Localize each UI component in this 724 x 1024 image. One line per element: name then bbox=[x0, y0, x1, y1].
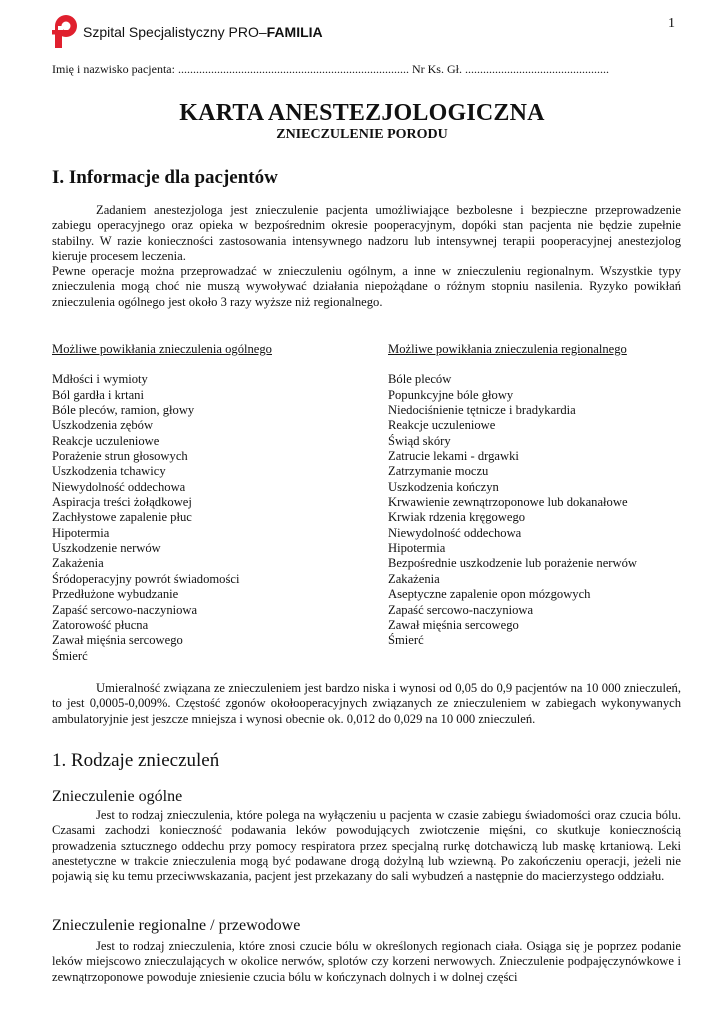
section-heading-patient-info: I. Informacje dla pacjentów bbox=[52, 167, 278, 188]
list-item: Mdłości i wymioty bbox=[52, 372, 148, 387]
list-item: Zapaść sercowo-naczyniowa bbox=[52, 602, 198, 617]
list-item: Zachłystowe zapalenie płuc bbox=[52, 510, 192, 525]
document-subtitle: ZNIECZULENIE PORODU bbox=[276, 127, 448, 142]
section-heading-anesthesia-types: 1. Rodzaje znieczuleń bbox=[52, 750, 220, 771]
page-number: 1 bbox=[668, 16, 675, 31]
regional-complications-list bbox=[388, 342, 688, 649]
list-item: Reakcje uczuleniowe bbox=[52, 433, 160, 448]
list-item: Świąd skóry bbox=[388, 433, 451, 448]
patient-name-line: Imię i nazwisko pacjenta: ............................................................................. Nr Ks. Gł. ................................................ bbox=[52, 62, 609, 76]
intro-paragraph: Zadaniem anestezjologa jest znieczulenie pacjenta umożliwiające bezbolesne i bezpieczne przeprowadzenie zabiegu operacyjnego oraz opieka w bezpośrednim okresie pooperacyjnym, dopóki stan pacjenta nie będzie zupełnie stabilny. W razie konieczności zastosowania intensywnego nadzoru lub intensywnej terapii pooperacyjnej anestezjolog kieruje procesem leczenia. bbox=[52, 203, 681, 263]
general-anesthesia-heading: Znieczulenie ogólne bbox=[52, 788, 183, 805]
list-item: Bóle pleców, ramion, głowy bbox=[52, 403, 195, 418]
list-item: Hipotermia bbox=[388, 541, 446, 556]
list-item: Niedociśnienie tętnicze i bradykardia bbox=[388, 403, 576, 418]
list-item: Bezpośrednie uszkodzenie lub porażenie nerwów bbox=[388, 556, 637, 571]
list-item: Uszkodzenia kończyn bbox=[388, 479, 499, 494]
list-item: Zatorowość płucna bbox=[52, 617, 149, 632]
list-item: Zatrzymanie moczu bbox=[388, 464, 489, 479]
document-title: KARTA ANESTEZJOLOGICZNA bbox=[179, 100, 545, 126]
list-item: Uszkodzenie nerwów bbox=[52, 541, 161, 556]
list-item: Uszkodzenia zębów bbox=[52, 418, 154, 433]
list-item: Popunkcyjne bóle głowy bbox=[388, 387, 514, 402]
general-complications-heading: Możliwe powikłania znieczulenia ogólnego bbox=[52, 342, 272, 356]
list-item: Ból gardła i krtani bbox=[52, 387, 144, 402]
list-item: Bóle pleców bbox=[388, 372, 452, 387]
list-item: Reakcje uczuleniowe bbox=[388, 418, 496, 433]
list-item: Niewydolność oddechowa bbox=[52, 479, 186, 494]
list-item: Śmierć bbox=[52, 648, 88, 663]
list-item: Aspiracja treści żołądkowej bbox=[52, 495, 192, 510]
regional-anesthesia-text: Jest to rodzaj znieczulenia, które znosi czucie bólu w określonych regionach ciała. Osiąga się je poprzez podanie leków miejscowo znieczulających w okolice nerwów, splotów czy korzeni nerwowych. Znieczulenie podpajęczynówkowe i zewnątrzoponowe powoduje zniesienie czucia bólu w kończynach dolnych i w dolnej części bbox=[52, 939, 681, 984]
regional-anesthesia-heading: Znieczulenie regionalne / przewodowe bbox=[52, 917, 301, 934]
general-anesthesia-text: Jest to rodzaj znieczulenia, które polega na wyłączeniu u pacjenta w czasie zabiegu świadomości oraz czucia bólu. Czasami zachodzi konieczność podawania leków powodujących zwiotczenie mięśni, co skutkuje koniecznością prowadzenia sztucznego oddechu przy pomocy respiratora przez specjalną rurkę dotchawiczą lub maskę krtaniową. Leki anestetyczne w trakcie znieczulenia mogą być podawane drogą dożylną lub wziewną. Po zakończeniu operacji, jeżeli nie pojawią się ku temu przeciwwskazania, pacjent jest przekazany do sali wybudzeń a następnie do macierzystego oddziału. bbox=[52, 808, 681, 884]
anesthesia-types-paragraph: Pewne operacje można przeprowadzać w znieczuleniu ogólnym, a inne w znieczuleniu regionalnym. Wszystkie typy znieczulenia mogą choć nie muszą wywoływać działania niepożądane o różnym stopniu nasilenia. Ryzyko powikłań znieczulenia ogólnego jest około 3 razy wyższe niż regionalnego. bbox=[52, 264, 681, 309]
list-item: Zawał mięśnia sercowego bbox=[52, 633, 183, 648]
pro-familia-logo-icon bbox=[52, 14, 80, 48]
list-item: Zawał mięśnia sercowego bbox=[388, 617, 519, 632]
list-item: Przedłużone wybudzanie bbox=[52, 587, 179, 602]
regional-complications-heading: Możliwe powikłania znieczulenia regionalnego bbox=[388, 342, 627, 356]
mortality-paragraph: Umieralność związana ze znieczuleniem jest bardzo niska i wynosi od 0,05 do 0,9 pacjentów na 10 000 znieczuleń, to jest 0,0005-0,009%. Częstość zgonów okołooperacyjnych związanych ze znieczuleniem w zabiegach wykonywanych ambulatoryjnie jest jeszcze mniejsza i wynosi obecnie ok. 0,012 do 0,029 na 10 000 znieczuleń. bbox=[52, 681, 681, 726]
list-item: Zakażenia bbox=[388, 571, 440, 586]
general-complications-list bbox=[52, 342, 372, 664]
list-item: Krwawienie zewnątrzoponowe lub dokanałowe bbox=[388, 495, 628, 510]
list-item: Hipotermia bbox=[52, 525, 110, 540]
list-item: Aseptyczne zapalenie opon mózgowych bbox=[388, 587, 591, 602]
list-item: Zakażenia bbox=[52, 556, 104, 571]
list-item: Zapaść sercowo-naczyniowa bbox=[388, 602, 534, 617]
hospital-logo bbox=[52, 14, 323, 48]
logo-text: Szpital Specjalistyczny PRO–FAMILIA bbox=[83, 24, 323, 40]
list-item: Porażenie strun głosowych bbox=[52, 449, 188, 464]
list-item: Niewydolność oddechowa bbox=[388, 525, 522, 540]
list-item: Śródoperacyjny powrót świadomości bbox=[52, 571, 240, 586]
list-item: Krwiak rdzenia kręgowego bbox=[388, 510, 526, 525]
list-item: Uszkodzenia tchawicy bbox=[52, 464, 166, 479]
list-item: Zatrucie lekami - drgawki bbox=[388, 449, 519, 464]
list-item: Śmierć bbox=[388, 633, 424, 648]
